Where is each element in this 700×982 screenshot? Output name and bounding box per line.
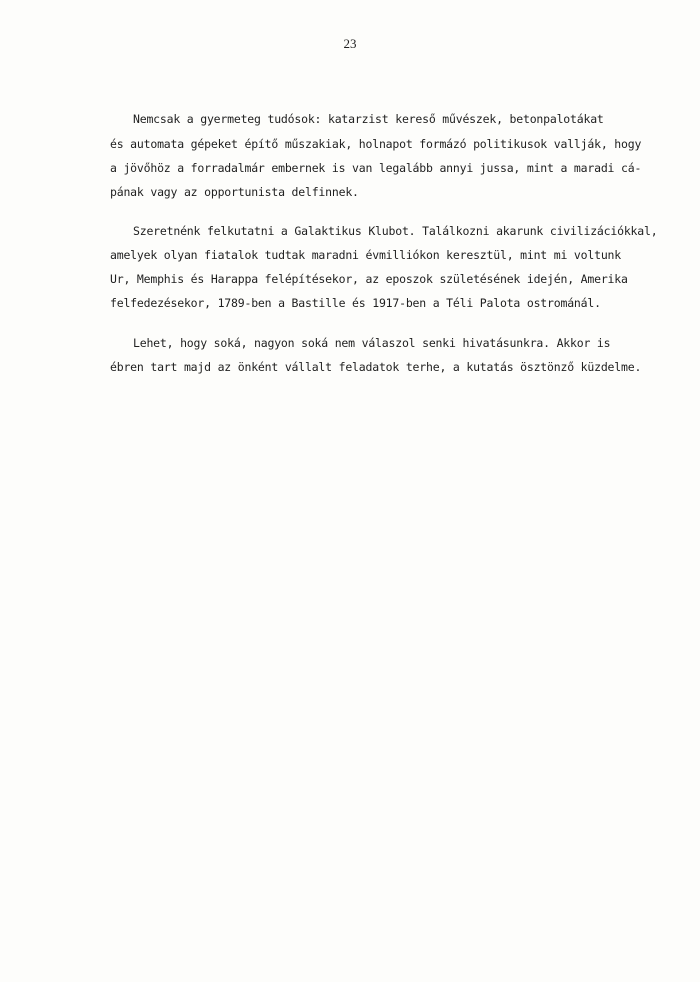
paragraph-line: Ur, Memphis és Harappa felépítésekor, az eposzok születésének idején, Amerika	[110, 272, 628, 286]
paragraph-line: és automata gépeket építő műszakiak, holnapot formázó politikusok vallják, hogy	[110, 137, 642, 151]
paragraph-line: pának vagy az opportunista delfinnek.	[110, 185, 359, 199]
paragraph-line: ébren tart majd az önként vállalt feladatok terhe, a kutatás ösztönző küzdelme.	[110, 360, 642, 374]
paragraph-line: a jövőhöz a forradalmár embernek is van legalább annyi jussa, mint a maradi cá-	[110, 161, 642, 175]
paragraph-line: Szeretnénk felkutatni a Galaktikus Klubot. Találkozni akarunk civilizációkkal,	[133, 224, 658, 238]
paragraph-line: Nemcsak a gyermeteg tudósok: katarzist kereső művészek, betonpalotákat	[133, 112, 604, 126]
paragraph-line: Lehet, hogy soká, nagyon soká nem válaszol senki hivatásunkra. Akkor is	[133, 336, 611, 350]
paragraph-line: amelyek olyan fiatalok tudtak maradni évmilliókon keresztül, mint mi voltunk	[110, 248, 621, 262]
page-number: 23	[343, 36, 357, 51]
paragraph-line: felfedezésekor, 1789-ben a Bastille és 1917-ben a Téli Palota ostrománál.	[110, 296, 601, 310]
